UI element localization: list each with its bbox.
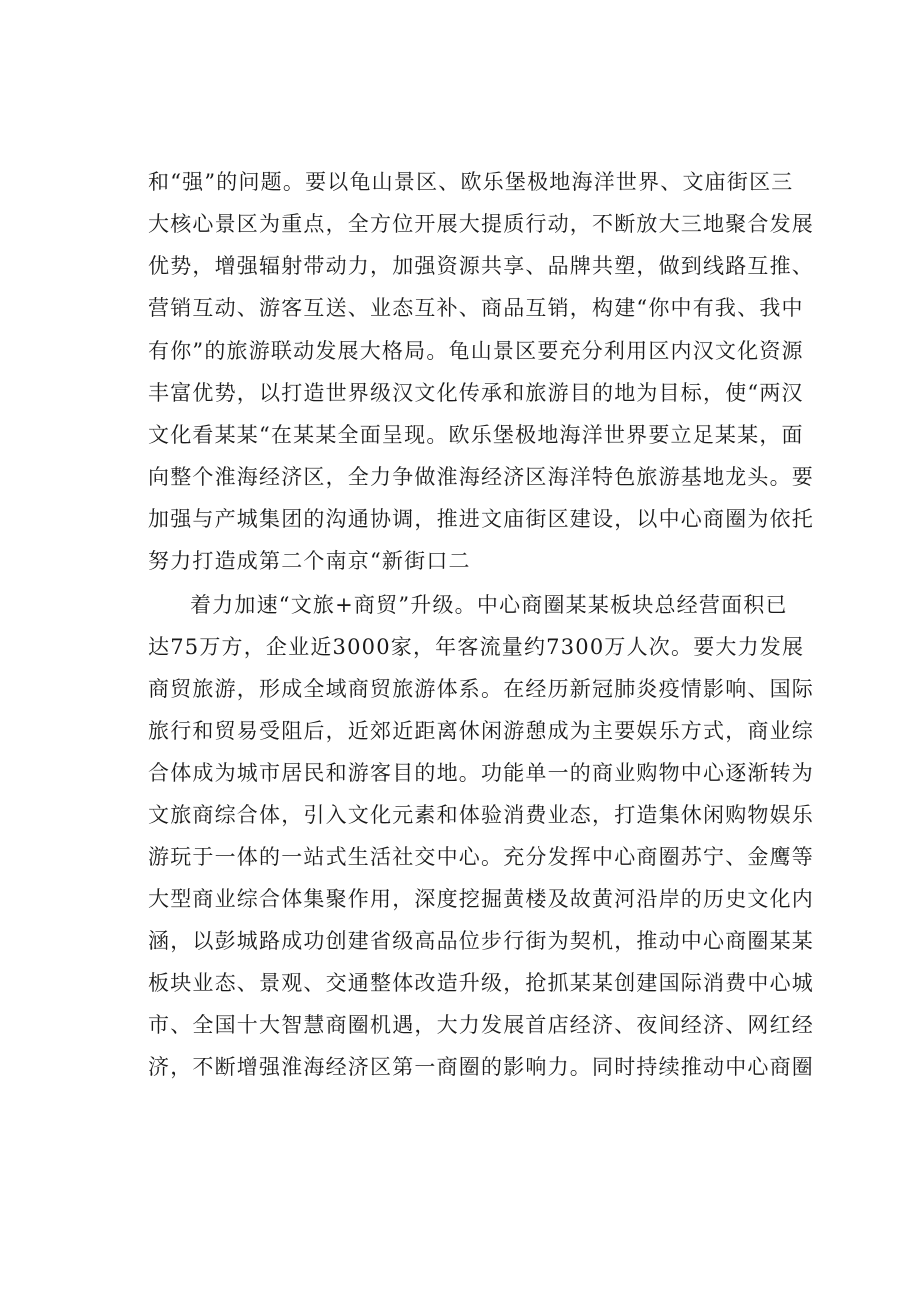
text-line: 大型商业综合体集聚作用，深度挖掘黄楼及故黄河沿岸的历史文化内 xyxy=(148,887,814,911)
text-line: 丰富优势，以打造世界级汉文化传承和旅游目的地为目标，使“两汉 xyxy=(148,381,804,405)
text-line: 文化看某某“在某某全面呈现。欧乐堡极地海洋世界要立足某某，面 xyxy=(148,423,804,447)
text-line: 游玩于一体的一站式生活社交中心。充分发挥中心商圈苏宁、金鹰等 xyxy=(148,845,814,869)
text-line: 文旅商综合体，引入文化元素和体验消费业态，打造集休闲购物娱乐 xyxy=(148,803,814,827)
text-line: 努力打造成第二个南京“新街口二 xyxy=(148,549,471,573)
text-line: 向整个淮海经济区，全力争做淮海经济区海洋特色旅游基地龙头。要 xyxy=(148,465,814,489)
text-line: 市、全国十大智慧商圈机遇，大力发展首店经济、夜间经济、网红经 xyxy=(148,1013,814,1037)
text-line: 加强与产城集团的沟通协调，推进文庙街区建设，以中心商圈为依托 xyxy=(148,507,814,531)
text-line: 大核心景区为重点，全方位开展大提质行动，不断放大三地聚合发展 xyxy=(148,212,814,236)
text-line: 济，不断增强淮海经济区第一商圈的影响力。同时持续推动中心商圈 xyxy=(148,1055,814,1079)
text-line: 着力加速“文旅+商贸”升级。中心商圈某某板块总经营面积已 xyxy=(190,593,788,617)
text-line: 合体成为城市居民和游客目的地。功能单一的商业购物中心逐渐转为 xyxy=(148,761,814,785)
text-line: 营销互动、游客互送、业态互补、商品互销，构建“你中有我、我中 xyxy=(148,296,804,320)
text-line: 优势，增强辐射带动力，加强资源共享、品牌共塑，做到线路互推、 xyxy=(148,254,814,278)
text-line: 旅行和贸易受阻后，近郊近距离休闲游憩成为主要娱乐方式，商业综 xyxy=(148,719,814,743)
text-line: 有你”的旅游联动发展大格局。龟山景区要充分利用区内汉文化资源 xyxy=(148,339,804,363)
text-line: 和“强”的问题。要以龟山景区、欧乐堡极地海洋世界、文庙街区三 xyxy=(148,170,794,194)
text-line: 涵，以彭城路成功创建省级高品位步行街为契机，推动中心商圈某某 xyxy=(148,929,814,953)
text-line: 达75万方，企业近3000家，年客流量约7300万人次。要大力发展 xyxy=(148,635,805,659)
text-line: 商贸旅游，形成全域商贸旅游体系。在经历新冠肺炎疫情影响、国际 xyxy=(148,677,814,701)
text-line: 板块业态、景观、交通整体改造升级，抢抓某某创建国际消费中心城 xyxy=(148,971,814,995)
